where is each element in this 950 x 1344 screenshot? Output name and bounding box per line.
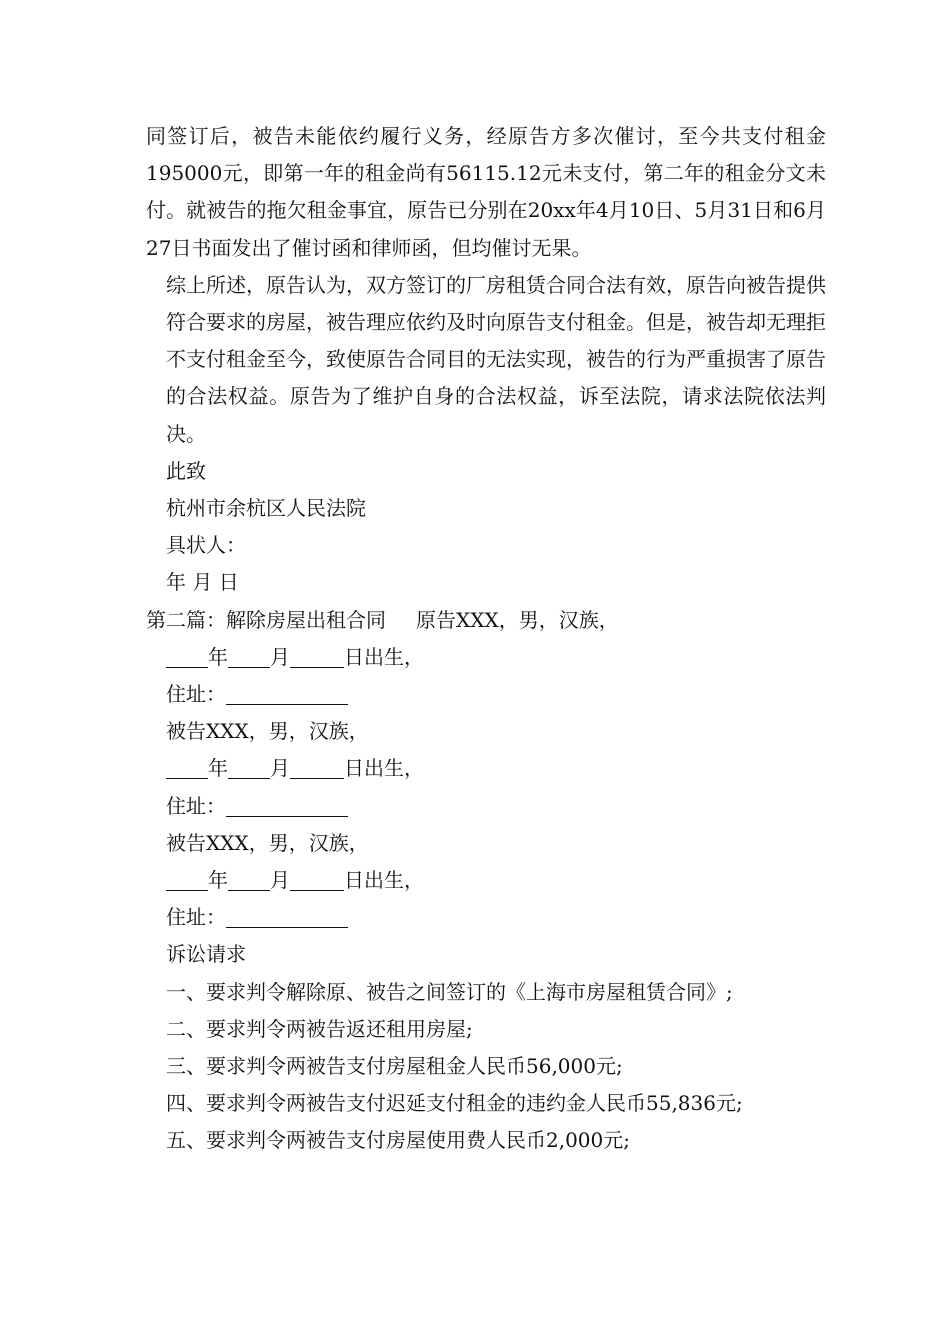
defendant1-info: 被告XXX，男，汉族， xyxy=(166,719,369,744)
year-label: 年 xyxy=(208,868,228,893)
claims-title: 诉讼请求 xyxy=(166,942,246,967)
claim-item: 五、要求判令两被告支付房屋使用费人民币2,000元; xyxy=(166,1128,630,1153)
defendant1-birth-line xyxy=(146,750,826,787)
day-label: 日出生， xyxy=(344,868,424,893)
year-label: 年 xyxy=(208,644,228,669)
blank-field xyxy=(290,756,344,779)
blank-field xyxy=(228,645,270,668)
document-body xyxy=(146,118,826,1160)
plaintiff-info: 原告XXX，男，汉族， xyxy=(416,607,619,632)
closing-signer: 具状人： xyxy=(166,533,246,558)
blank-field xyxy=(166,868,208,891)
blank-field xyxy=(166,645,208,668)
defendant1-address-line xyxy=(146,788,826,825)
blank-field xyxy=(226,794,348,817)
blank-field xyxy=(228,756,270,779)
closing-court: 杭州市余杭区人民法院 xyxy=(166,496,366,521)
section2-heading-line xyxy=(146,602,826,639)
defendant2-birth-line xyxy=(146,862,826,899)
paragraph-rent-arrears: 同签订后，被告未能依约履行义务，经原告方多次催讨，至今共支付租金195000元，即第一年的租金尚有56115.12元未支付，第二年的租金分文未付。就被告的拖欠租金事宜，原告已分别在20xx年4月10日、5月31日和6月27日书面发出了催讨函和律师函，但均催讨无果。 xyxy=(146,124,826,260)
claim-item: 二、要求判令两被告返还租用房屋; xyxy=(166,1016,473,1041)
claim-item: 一、要求判令解除原、被告之间签订的《上海市房屋租赁合同》; xyxy=(166,979,733,1004)
claim-item: 四、要求判令两被告支付迟延支付租金的违约金人民币55,836元; xyxy=(166,1091,743,1116)
defendant2-address-line xyxy=(146,899,826,936)
closing-date: 年 月 日 xyxy=(166,570,239,595)
address-label: 住址： xyxy=(166,793,226,818)
plaintiff-address-line xyxy=(146,676,826,713)
blank-field xyxy=(226,905,348,928)
month-label: 月 xyxy=(270,756,290,781)
paragraph-summary: 综上所述，原告认为，双方签订的厂房租赁合同合法有效，原告向被告提供符合要求的房屋，被告理应依约及时向原告支付租金。但是，被告却无理拒不支付租金至今，致使原告合同目的无法实现，被告的行为严重损害了原告的合法权益。原告为了维护自身的合法权益，诉至法院，请求法院依法判决。 xyxy=(166,272,826,446)
month-label: 月 xyxy=(270,868,290,893)
day-label: 日出生， xyxy=(344,644,424,669)
defendant2-info: 被告XXX，男，汉族， xyxy=(166,830,369,855)
address-label: 住址： xyxy=(166,905,226,930)
blank-field xyxy=(290,645,344,668)
claim-item: 三、要求判令两被告支付房屋租金人民币56,000元; xyxy=(166,1054,623,1079)
section2-heading: 第二篇：解除房屋出租合同 xyxy=(146,607,386,632)
blank-field xyxy=(166,756,208,779)
day-label: 日出生， xyxy=(344,756,424,781)
plaintiff-birth-line xyxy=(146,639,826,676)
month-label: 月 xyxy=(270,644,290,669)
blank-field xyxy=(226,682,348,705)
year-label: 年 xyxy=(208,756,228,781)
blank-field xyxy=(228,868,270,891)
address-label: 住址： xyxy=(166,682,226,707)
blank-field xyxy=(290,868,344,891)
closing-salutation: 此致 xyxy=(166,458,206,483)
